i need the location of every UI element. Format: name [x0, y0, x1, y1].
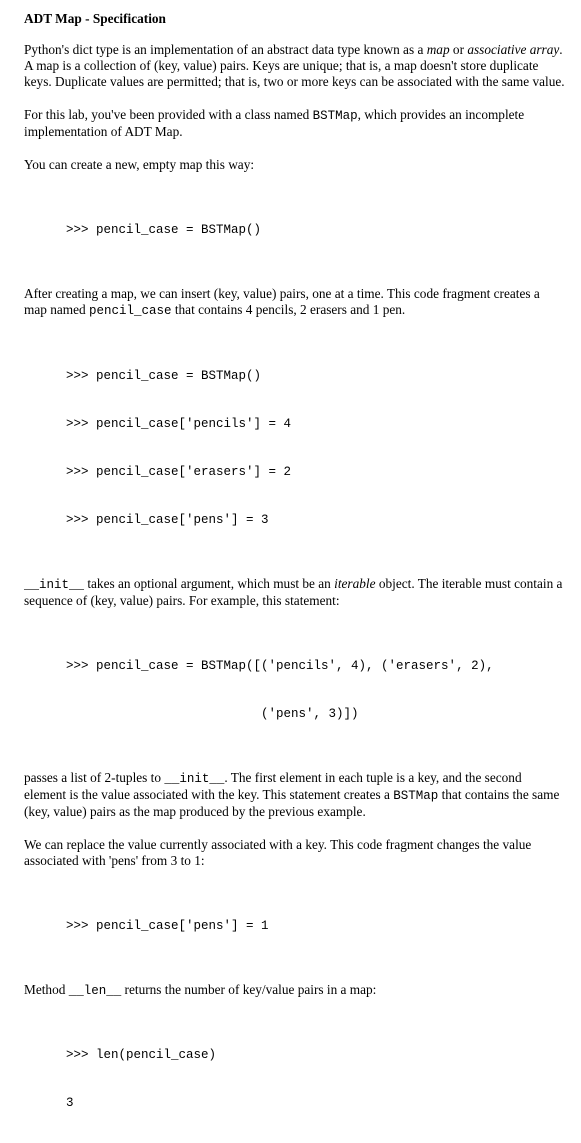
code-block-len	[24, 1015, 565, 1143]
code-line: >>> len(pencil_case)	[66, 1048, 217, 1062]
tuples-paragraph	[24, 770, 565, 820]
lab-paragraph	[24, 107, 565, 140]
intro-paragraph	[24, 42, 565, 90]
code-line: >>> pencil_case['pens'] = 1	[66, 919, 269, 933]
code-block-iterable	[24, 626, 565, 754]
tuples-text-3: that contains the same (key, value) pairs as the map produced by the previous example.	[24, 787, 560, 819]
associative-array-term: associative array	[467, 42, 560, 57]
len-inline-code: __len__	[68, 984, 122, 998]
intro-text-1: Python's dict type is an implementation of an abstract data type known as a	[24, 42, 427, 57]
tuples-text-2: . The first element in each tuple is a key, and the second element is the value associated with the key. This statement creates a	[24, 770, 522, 802]
init-inline-code: __init__	[24, 578, 85, 592]
init-paragraph	[24, 576, 565, 609]
lab-text-2: , which provides an incomplete implementation of ADT Map.	[24, 107, 525, 139]
code-block-insert	[24, 336, 565, 560]
lab-text-1: For this lab, you've been provided with a class named	[24, 107, 313, 122]
insert-pairs-paragraph	[24, 286, 565, 319]
code-block-replace	[24, 886, 565, 966]
init-inline-code-2: __init__	[164, 772, 225, 786]
insert-text-1: After creating a map, we can insert (key, value) pairs, one at a time. This code fragment creates a map named	[24, 286, 540, 317]
insert-text-2: that contains 4 pencils, 2 erasers and 1 pen.	[171, 302, 406, 317]
map-term: map	[426, 42, 450, 57]
replace-value-paragraph: We can replace the value currently associated with a key. This code fragment changes the value associated with 'pens' from 3 to 1:	[24, 837, 532, 868]
len-paragraph	[24, 982, 565, 999]
code-line: >>> pencil_case = BSTMap()	[66, 223, 262, 237]
len-text-1: Method	[24, 982, 69, 997]
code-line: >>> pencil_case = BSTMap([('pencils', 4), ('erasers', 2),	[66, 659, 494, 673]
code-block-create	[24, 190, 565, 270]
tuples-text-1: passes a list of 2-tuples to	[24, 770, 165, 785]
page-title: ADT Map - Specification	[24, 11, 166, 26]
intro-text-3: . A map is a collection of (key, value) pairs. Keys are unique; that is, a map doesn't store duplicate keys. Duplicate values are permitted; that is, two or more keys can be associated with the same value.	[24, 42, 565, 89]
iterable-term: iterable	[334, 576, 376, 591]
create-map-paragraph: You can create a new, empty map this way:	[24, 157, 255, 172]
code-line: >>> pencil_case['pencils'] = 4	[66, 417, 292, 431]
code-output-line: 3	[66, 1096, 74, 1110]
code-line: ('pens', 3)])	[66, 707, 359, 721]
intro-text-2: or	[449, 42, 468, 57]
code-line: >>> pencil_case['erasers'] = 2	[66, 465, 292, 479]
bstmap-inline-code: BSTMap	[312, 109, 358, 123]
bstmap-inline-code-2: BSTMap	[393, 789, 439, 803]
code-line: >>> pencil_case = BSTMap()	[66, 369, 262, 383]
init-text-2: object. The iterable must contain a sequence of (key, value) pairs. For example, this statement:	[24, 576, 563, 608]
len-text-2: returns the number of key/value pairs in a map:	[121, 982, 377, 997]
code-line: >>> pencil_case['pens'] = 3	[66, 513, 269, 527]
pencil-case-inline-code: pencil_case	[89, 304, 172, 318]
init-text-1: takes an optional argument, which must be an	[84, 576, 335, 591]
